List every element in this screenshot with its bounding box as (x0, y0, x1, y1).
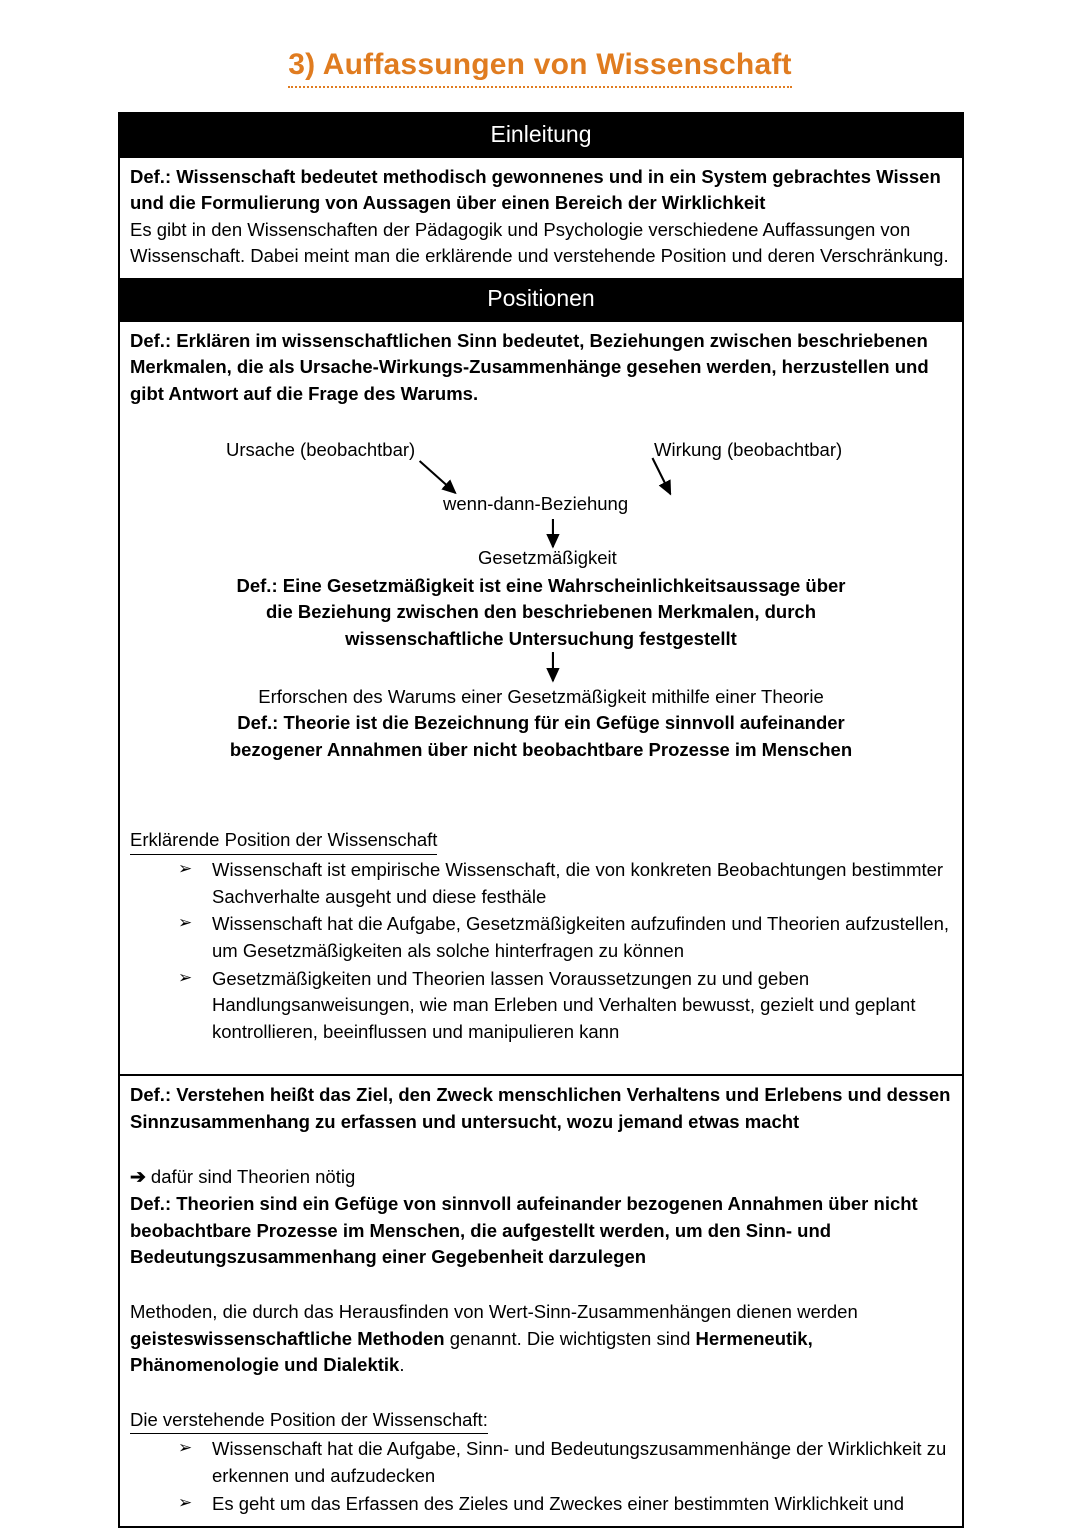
page-title (0, 48, 1080, 88)
section-header-positionen: Positionen (120, 278, 962, 322)
right-arrow-icon: ➔ (130, 1166, 146, 1188)
cause-effect-diagram (130, 436, 952, 684)
list-item (178, 966, 952, 1046)
chevron-bullet-icon: ➢ (178, 967, 193, 987)
verstehende-position-block (130, 1407, 952, 1518)
erklaerende-position-list (130, 857, 952, 1045)
content-table (118, 112, 964, 1528)
list-item-text: Wissenschaft hat die Aufgabe, Gesetzmäßigkeiten aufzufinden und Theorien aufzustellen, um Gesetzmäßigkeiten als solche hinterfragen zu können (212, 913, 950, 961)
def-gesetz-line-1: Def.: Eine Gesetzmäßigkeit ist eine Wahrscheinlichkeitsaussage über (236, 574, 846, 596)
methoden-bold-1: geisteswissenschaftliche Methoden (130, 1327, 445, 1349)
def-theorie-line-1: Def.: Theorie ist die Bezeichnung für ein Gefüge sinnvoll aufeinander (237, 712, 845, 734)
methoden-part-3: . (399, 1354, 405, 1376)
def-theorie-line-2: bezogener Annahmen über nicht beobachtbare Prozesse im Menschen (229, 738, 853, 760)
verstehende-position-list (130, 1436, 952, 1517)
arrow-ursache-to-wenndann (420, 461, 456, 493)
positionen-definition-erklaeren: Def.: Erklären im wissenschaftlichen Sinn bedeutet, Beziehungen zwischen beschriebenen Merkmalen, die als Ursache-Wirkungs-Zusammenhänge gesehen werden, herzustellen und gibt Antwort auf die Frage des Warums. (130, 329, 929, 404)
section-header-einleitung: Einleitung (120, 114, 962, 158)
diagram-node-wenn-dann: wenn-dann-Beziehung (443, 492, 629, 514)
erklaerende-position-block (130, 827, 952, 1045)
list-item (178, 857, 952, 910)
diagram-node-ursache: Ursache (beobachtbar) (226, 438, 416, 460)
einleitung-body: Es gibt in den Wissenschaften der Pädagogik und Psychologie verschiedene Auffassungen von Wissenschaft. Dabei meint man die erklärende und verstehende Position und deren Verschränkung. (130, 218, 949, 267)
diagram-definition-gesetzmaessigkeit (130, 573, 952, 653)
list-item-text: Es geht um das Erfassen des Zieles und Zweckes einer bestimmten Wirklichkeit und (212, 1492, 904, 1514)
methoden-part-1: Methoden, die durch das Herausfinden von Wert-Sinn-Zusammenhängen dienen werden (130, 1300, 858, 1322)
diagram-node-gesetzmaessigkeit: Gesetzmäßigkeit (478, 546, 617, 568)
list-item-text: Wissenschaft hat die Aufgabe, Sinn- und Bedeutungszusammenhänge der Wirklichkeit zu erkennen und aufzudecken (212, 1438, 947, 1487)
chevron-bullet-icon: ➢ (178, 1438, 193, 1458)
verstehen-definition-theorien: Def.: Theorien sind ein Gefüge von sinnvoll aufeinander bezogenen Annahmen über nicht beobachtbare Prozesse im Menschen, die aufgestellt werden, um den Sinn- und Bedeutungszusammenhang einer Gegebenheit darzulegen (130, 1193, 918, 1268)
cell-einleitung (120, 158, 962, 279)
verstehen-definition: Def.: Verstehen heißt das Ziel, den Zweck menschlichen Verhaltens und Erlebens und dessen Sinnzusammenhang zu erfassen und untersucht, wozu jemand etwas macht (130, 1084, 951, 1133)
methoden-paragraph (130, 1299, 952, 1379)
def-gesetz-line-3: wissenschaftliche Untersuchung festgestellt (345, 627, 737, 649)
list-item (178, 1491, 952, 1518)
list-item (178, 911, 952, 964)
cell-positionen (120, 322, 962, 1075)
page-title-text: 3) Auffassungen von Wissenschaft (288, 48, 791, 88)
arrow-wirkung-to-wenndann (652, 458, 670, 494)
list-item-text: Wissenschaft ist empirische Wissenschaft, die von konkreten Beobachtungen bestimmter Sachverhalte ausgeht und diese festhäle (212, 859, 944, 907)
diagram-node-wirkung: Wirkung (beobachtbar) (654, 438, 843, 460)
chevron-bullet-icon: ➢ (178, 913, 193, 933)
verstehen-arrow-line (130, 1164, 952, 1191)
diagram-node-erforschen: Erforschen des Warums einer Gesetzmäßigkeit mithilfe einer Theorie (258, 685, 824, 707)
def-gesetz-line-2: die Beziehung zwischen den beschriebenen Merkmalen, durch (266, 601, 816, 623)
erklaerende-position-heading: Erklärende Position der Wissenschaft (130, 827, 437, 855)
chevron-bullet-icon: ➢ (178, 1492, 193, 1512)
chevron-bullet-icon: ➢ (178, 859, 193, 879)
methoden-part-2: genannt. Die wichtigsten sind (444, 1327, 696, 1349)
cell-verstehen (120, 1074, 962, 1526)
list-item (178, 1436, 952, 1489)
list-item-text: Gesetzmäßigkeiten und Theorien lassen Voraussetzungen zu und geben Handlungsanweisungen, wie man Erleben und Verhalten bewusst, gezielt und geplant kontrollieren, beeinflussen und manipulieren kann (212, 967, 916, 1042)
einleitung-definition: Def.: Wissenschaft bedeutet methodisch gewonnenes und in ein System gebrachtes Wissen und die Formulierung von Aussagen über einen Bereich der Wirklichkeit (130, 165, 941, 214)
methoden-bold-2: Hermeneutik, Phänomenologie und Dialektik (130, 1327, 813, 1376)
verstehen-arrow-text: dafür sind Theorien nötig (150, 1165, 356, 1187)
verstehende-position-heading: Die verstehende Position der Wissenschaft: (130, 1407, 488, 1435)
